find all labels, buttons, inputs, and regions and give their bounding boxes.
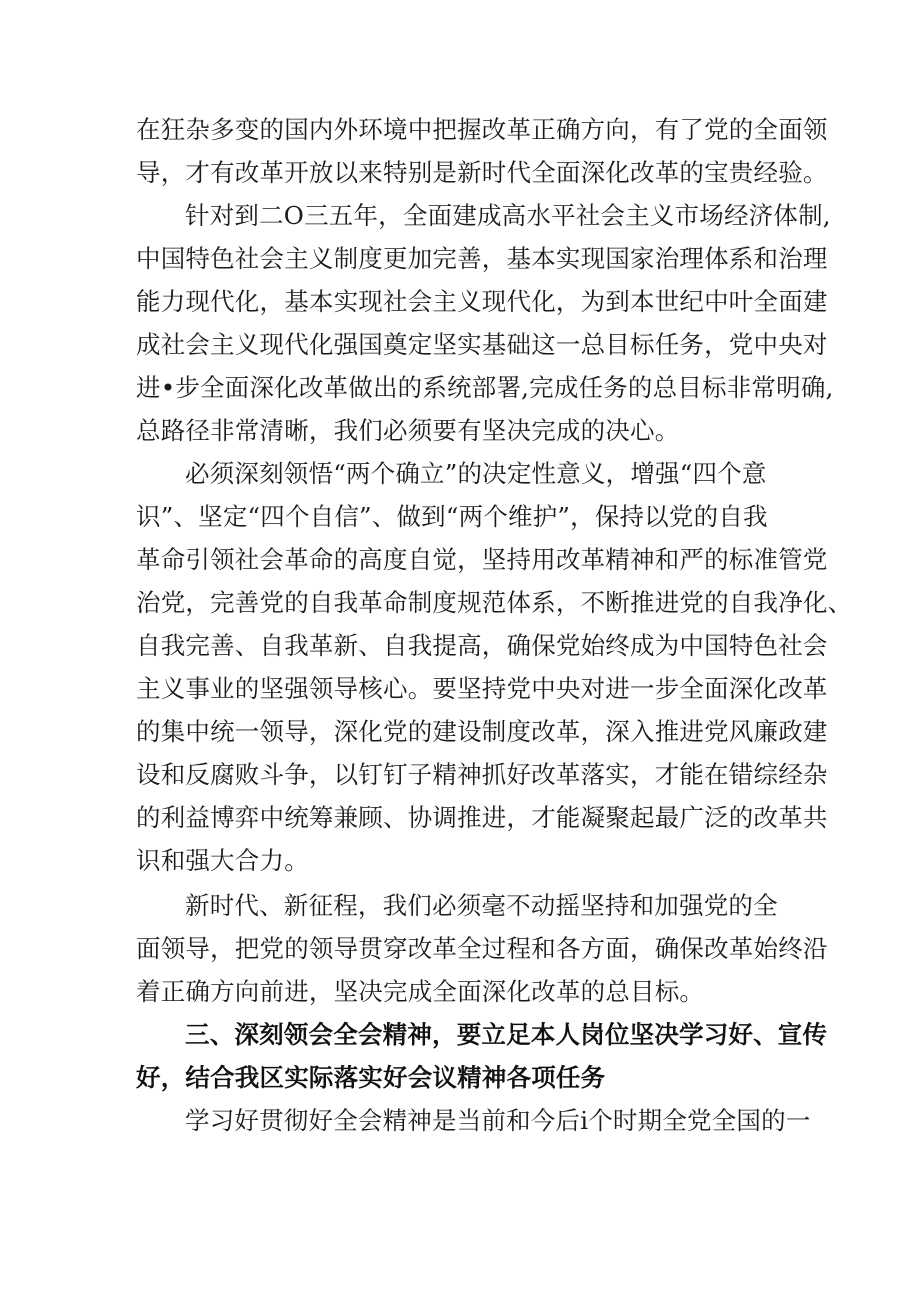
text-line-3: 针对到二O三五年，全面建成高水平社会主义市场经济体制, [185,201,831,230]
text-line-10: 识”、坚定“四个自信”、做到“两个维护”，保持以党的自我 [136,502,768,531]
text-line-1: 在狂杂多变的国内外环境中把握改革正确方向，有了党的全面领 [136,115,828,144]
text-line-11: 革命引领社会革命的高度自觉，坚持用改革精神和严的标准管党 [136,545,828,574]
text-line-9: 必须深刻领悟“两个确立”的决定性意义，增强“四个意 [185,459,767,488]
text-line-17: 的利益博弈中统筹兼顾、协调推进，才能凝聚起最广泛的改革共 [136,803,828,832]
text-line-8: 总路径非常清晰，我们必须要有坚决完成的决心。 [136,416,680,445]
text-line-19: 新时代、新征程，我们必须毫不动摇坚持和加强党的全 [185,891,778,920]
text-line-16: 设和反腐败斗争，以钉钉子精神抓好改革落实，才能在错综经杂 [136,760,828,789]
text-line-15: 的集中统一领导，深化党的建设制度改革，深入推进党风廉政建 [136,717,828,746]
text-line-4: 中国特色社会主义制度更加完善，基本实现国家治理体系和治理 [136,244,828,273]
text-line-14: 主义事业的坚强领导核心。要坚持党中央对进一步全面深化改革 [136,674,828,703]
text-line-5: 能力现代化，基本实现社会主义现代化，为到本世纪中叶全面建 [136,287,828,316]
text-line-21: 着正确方向前进，坚决完成全面深化改革的总目标。 [136,977,705,1006]
text-line-24: 学习好贯彻好全会精神是当前和今后i个时期全党全国的一 [185,1106,811,1135]
text-line-7: 进•步全面深化改革做出的系统部署,完成任务的总目标非常明确, [136,373,834,402]
section-heading-line-2: 好，结合我区实际落实好会议精神各项任务 [136,1063,606,1092]
text-line-18: 识和强大合力。 [136,846,309,875]
text-line-2: 导，才有改革开放以来特别是新时代全面深化改革的宝贵经验。 [136,158,828,187]
text-line-20: 面领导，把党的领导贯穿改革全过程和各方面，确保改革始终沿 [136,934,828,963]
text-line-13: 自我完善、自我革新、自我提高，确保党始终成为中国特色社会 [136,631,828,660]
section-heading-line-1: 三、深刻领会全会精神，要立足本人岗位坚决学习好、宣传 [185,1020,828,1049]
text-line-6: 成社会主义现代化强国奠定坚实基础这一总目标任务，党中央对 [136,330,828,359]
text-line-12: 治党，完善党的自我革命制度规范体系，不断推进党的自我净化、 [136,588,853,617]
